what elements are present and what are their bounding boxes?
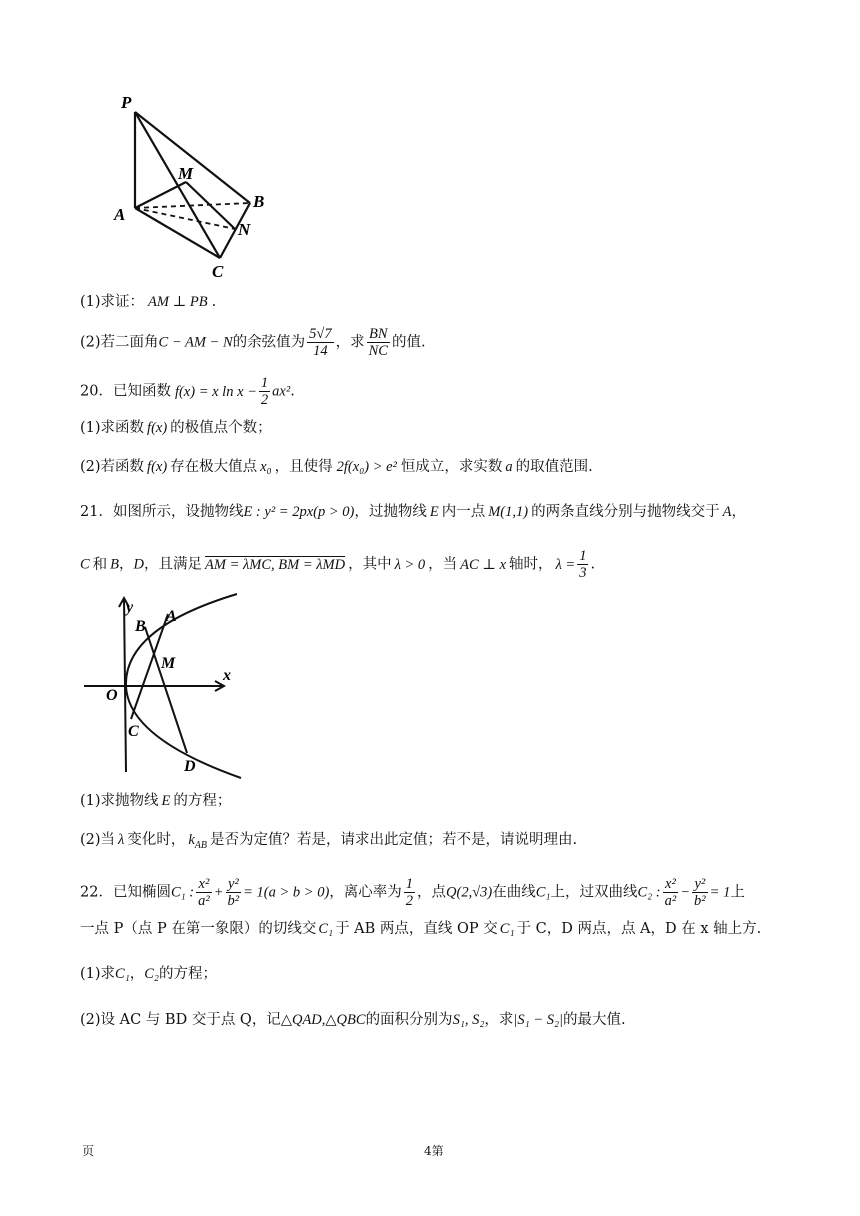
q19-part1: (1)求证： AM ⊥ PB . (80, 294, 217, 310)
label-m: M (161, 655, 176, 672)
label-n: N (238, 220, 251, 239)
label-d: D (184, 758, 196, 775)
label-a: A (166, 608, 177, 625)
edge-ab-dashed (135, 203, 250, 208)
tetrahedron-figure (108, 88, 278, 283)
label-a: A (114, 205, 126, 224)
label-y: y (126, 599, 134, 616)
q21-part2: (2)当 λ 变化时， $k_{AB}$ 是否为定值？若是，请求出此定值；若不是，请说明理由. (80, 832, 578, 851)
footer-left: 页 (82, 1144, 95, 1158)
parabola-figure (84, 588, 256, 788)
q20-part1: (1)求函数 f(x) 的极值点个数； (80, 420, 272, 436)
label-b: B (135, 618, 146, 635)
q20-part2: (2)若函数 f(x) 存在极大值点 x₀ ，且使得 2f(x₀) > e² 恒成立，求实数 a 的取值范围. (80, 459, 593, 475)
q22-stem-line2: 一点 P（点 P 在第一象限）的切线交 C₁ 于 AB 两点，直线 OP 交 C₁ 于 C，D 两点，点 A，D 在 x 轴上方. (80, 921, 762, 937)
label-b: B (253, 192, 265, 211)
q21-stem-line1: 21．如图所示，设抛物线E : y² = 2px(p > 0)，过抛物线 E 内一点 M(1,1) 的两条直线分别与抛物线交于 A， (80, 504, 746, 520)
label-c: C (128, 723, 139, 740)
q22-part2: (2)设 AC 与 BD 交于点 Q，记△QAD,△QBC的面积分别为S₁, S₂，求|S₁ − S₂|的最大值. (80, 1012, 626, 1028)
edge-am (135, 182, 186, 208)
q22-part1: (1)求C₁，C₂的方程； (80, 966, 217, 982)
edge-pc (135, 112, 220, 258)
q21-part1: (1)求抛物线 E 的方程； (80, 793, 232, 809)
footer-page-number: 4第 (424, 1144, 444, 1158)
q22-stem-line1: 22．已知椭圆C₁ : $\frac{\text{x²}}{\text{a²}}$ + $\frac{\text{y²}}{\text{b²}}$ = 1(a > b > 0)，离心率为 $\frac{1}{2}$ ，点Q(2,√3)在曲线C₁上，过双曲线C₂ : $\frac{\text{x²}}{\text{a²}}$ − $\frac{\text{y²}}{\text{b²}}$ = 1上 (80, 876, 745, 909)
q20-stem: 20．已知函数 f(x) = x ln x − $\frac{1}{2}$ ax². (80, 375, 295, 408)
edge-ac (135, 208, 220, 258)
label-x: x (223, 667, 231, 684)
label-c: C (212, 262, 224, 281)
line-bd (145, 627, 187, 753)
label-p: P (121, 93, 132, 112)
label-o: O (106, 687, 118, 704)
label-m: M (178, 164, 194, 183)
q19-part2: (2)若二面角C − AM − N的余弦值为 $\frac{5√7}{14}$ ，求 $\frac{BN}{NC}$ 的值. (80, 326, 426, 359)
edge-an-dashed (135, 208, 235, 229)
q21-stem-line2: C 和 B，D，且满足 AM = λMC, BM = λMD ，其中 λ > 0 ，当 AC ⊥ x 轴时， λ = $\frac{1}{3}$ . (80, 548, 596, 581)
